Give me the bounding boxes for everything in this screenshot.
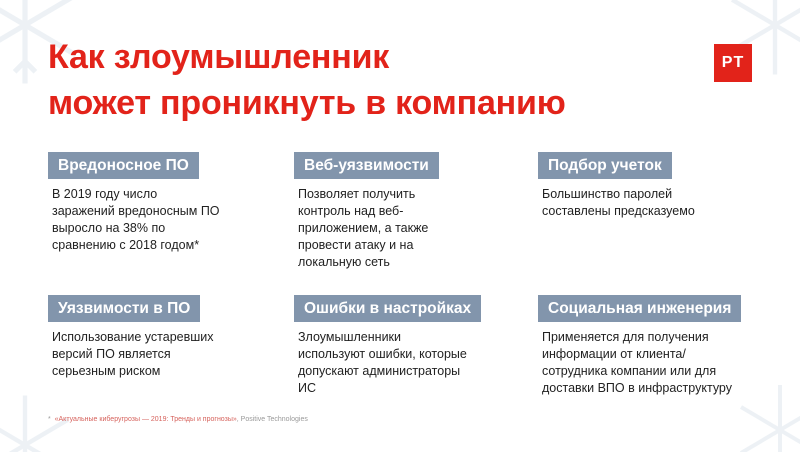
card-body (538, 186, 758, 220)
title-line-2: может проникнуть в компанию (48, 84, 566, 122)
card-body (538, 329, 778, 397)
card-text-line: доставки ВПО в инфраструктуру (542, 381, 732, 395)
card-text-line: сотрудника компании или для (542, 364, 717, 378)
card-text-line: контроль над веб- (298, 204, 404, 218)
card-text-line: используют ошибки, которые (298, 347, 467, 361)
card-text-line: Злоумышленники (298, 330, 401, 344)
pt-logo: PT (714, 44, 752, 82)
card-text-line: В 2019 году число (52, 187, 158, 201)
card-web-vulnerabilities (294, 152, 514, 271)
card-misconfiguration (294, 295, 514, 397)
card-text-line: локальную сеть (298, 255, 390, 269)
card-text-line: выросло на 38% по (52, 221, 166, 235)
card-heading: Вредоносное ПО (48, 152, 199, 179)
card-text-line: составлены предсказуемо (542, 204, 695, 218)
card-text-line: ИС (298, 381, 317, 395)
card-text-line: Большинство паролей (542, 187, 673, 201)
footnote (48, 416, 308, 423)
card-text-line: допускают администраторы (298, 364, 461, 378)
card-body (48, 329, 268, 380)
slide-title (48, 34, 566, 126)
card-heading: Ошибки в настройках (294, 295, 481, 322)
card-heading: Уязвимости в ПО (48, 295, 200, 322)
card-text-line: Использование устаревших (52, 330, 214, 344)
footnote-source: «Актуальные киберугрозы — 2019: Тренды и прогнозы» (54, 416, 237, 423)
card-text-line: версий ПО является (52, 347, 171, 361)
card-body (294, 329, 514, 397)
title-line-1: Как злоумышленник (48, 38, 390, 76)
card-text-line: заражений вредоносным ПО (52, 204, 220, 218)
card-text-line: Позволяет получить (298, 187, 416, 201)
card-heading: Подбор учеток (538, 152, 672, 179)
card-credential-bruteforce (538, 152, 758, 220)
card-text-line: приложением, а также (298, 221, 429, 235)
card-heading: Социальная инженерия (538, 295, 741, 322)
card-text-line: информации от клиента/ (542, 347, 686, 361)
card-software-vulnerabilities (48, 295, 268, 380)
card-text-line: провести атаку и на (298, 238, 414, 252)
card-text-line: Применяется для получения (542, 330, 709, 344)
card-text-line: сравнению с 2018 годом* (52, 238, 200, 252)
footnote-org: , Positive Technologies (236, 416, 308, 423)
card-body (294, 186, 514, 271)
card-body (48, 186, 268, 254)
card-malware (48, 152, 268, 254)
footnote-mark: * (48, 416, 51, 423)
card-text-line: серьезным риском (52, 364, 161, 378)
card-heading: Веб-уязвимости (294, 152, 439, 179)
card-social-engineering (538, 295, 778, 397)
